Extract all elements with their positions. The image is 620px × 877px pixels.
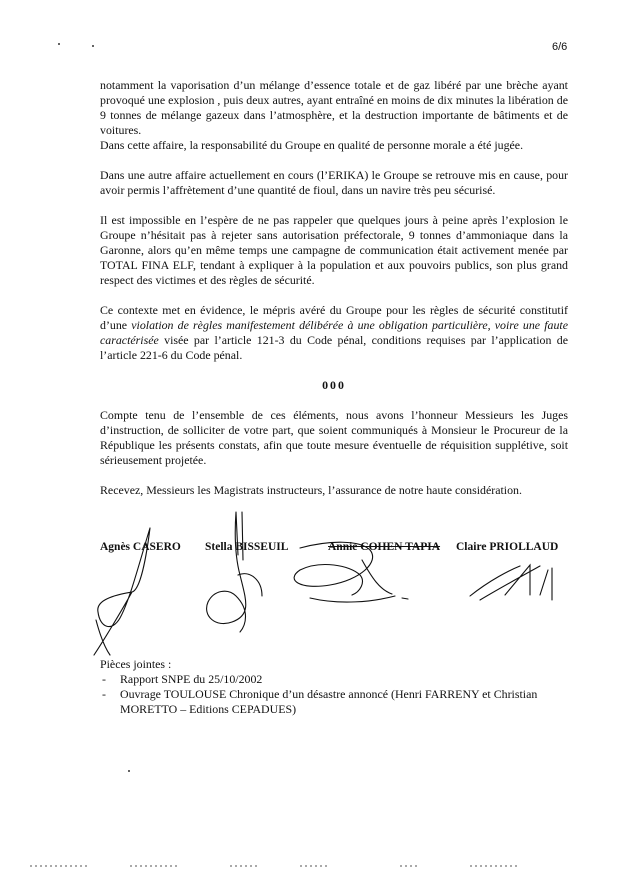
- attachments-title: Pièces jointes :: [100, 657, 172, 671]
- paragraph-erika: Dans une autre affaire actuellement en cours (l’ERIKA) le Groupe se retrouve mis en cause, pour avoir permis l’affrètement d’une quantité de fioul, dans un navire très peu sécurisé.: [100, 168, 568, 197]
- context-text-end: visée par l’article 121-3 du Code pénal, conditions requises par l’application de l’article 221-6 du Code pénal.: [100, 333, 568, 362]
- paragraph-explosion: notamment la vaporisation d’un mélange d’essence totale et de gaz libéré par une brèche ayant provoqué une explosion , puis deux autres, ayant entraîné en moins de dix minutes la libération de 9 tonnes de mélange gazeux dans l’atmosphère, et la destruction importante de bâtiments et de voitures.: [100, 78, 568, 137]
- signatory-cohen-tapia: Annie COHEN TAPIA: [328, 541, 441, 553]
- signatory-priollaud: Claire PRIOLLAUD: [456, 541, 559, 553]
- attachment-item: - Rapport SNPE du 25/10/2002: [100, 672, 570, 687]
- context-text-start: Ce contexte met en évidence, le mépris avéré du Groupe pour les règles de sécurité constitutif d’une: [100, 303, 568, 332]
- paragraph-ammonia: Il est impossible en l’espère de ne pas rappeler que quelques jours à peine après l’explosion le Groupe n’hésitait pas à rejeter sans autorisation préfectorale, 9 tonnes d’ammoniaque dans la Garonne, alors qu’en même temps une campagne de communication était activement menée par TOTAL FINA ELF, tendant à expliquer à la population et aux pouvoirs publics, son plus grand respect des victimes et des règles de sécurité.: [100, 213, 568, 287]
- paragraph-request: Compte tenu de l’ensemble de ces éléments, nous avons l’honneur Messieurs les Juges d’instruction, de solliciter de votre part, que soient communiqués à Monsieur le Procureur de la République les présents constats, afin que toute mesure éventuelle de réquisition supplétive, soit sérieusement projetée.: [100, 408, 568, 467]
- section-separator: 000: [322, 378, 346, 392]
- signatory-casero: Agnès CASERO: [100, 541, 181, 553]
- attachment-item: - Ouvrage TOULOUSE Chronique d’un désastre annoncé (Henri FARRENY et Christian MORETTO – Editions CEPADUES): [100, 687, 570, 717]
- signatory-bisseuil: Stella BISSEUIL: [205, 541, 289, 553]
- context-text-italic: violation de règles manifestement délibérée à une obligation particulière, voire une faute caractérisée: [100, 318, 569, 347]
- page-number: 6/6: [552, 41, 568, 53]
- paragraph-closing: Recevez, Messieurs les Magistrats instructeurs, l’assurance de notre haute considération.: [100, 483, 522, 497]
- paragraph-responsibility: Dans cette affaire, la responsabilité du Groupe en qualité de personne morale a été jugée.: [100, 138, 524, 152]
